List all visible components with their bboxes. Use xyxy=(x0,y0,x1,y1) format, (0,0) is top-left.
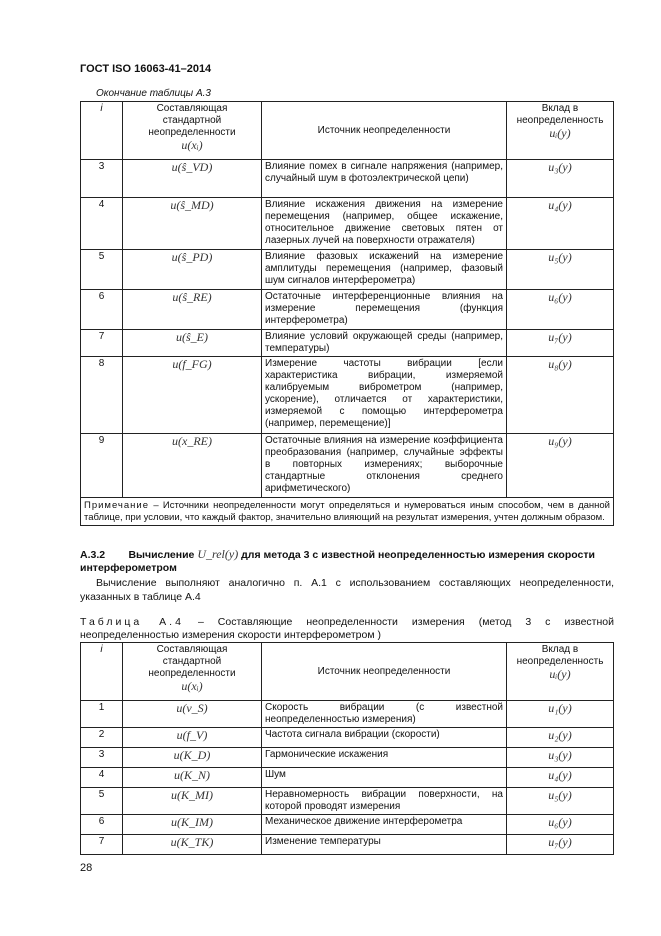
row-source: Скорость вибрации (с известной неопределенностью измерения) xyxy=(262,701,507,728)
row-component: u(K_IM) xyxy=(123,815,262,835)
row-component: u(K_TK) xyxy=(123,835,262,855)
row-component: u(ŝ_PD) xyxy=(123,250,262,290)
table-row xyxy=(81,434,614,498)
row-index: 7 xyxy=(81,835,123,855)
col-header-source: Источник неопределенности xyxy=(262,643,507,701)
row-contribution: u₆(y) xyxy=(507,290,614,330)
row-contribution: u₂(y) xyxy=(507,728,614,748)
row-index: 1 xyxy=(81,701,123,728)
row-contribution: u₅(y) xyxy=(507,788,614,815)
row-component: u(K_D) xyxy=(123,748,262,768)
table-row xyxy=(81,768,614,788)
row-component: u(K_MI) xyxy=(123,788,262,815)
row-contribution: u₃(y) xyxy=(507,748,614,768)
note-text: – Источники неопределенности могут определяться и нумероваться иным способом, чем в данной таблице, при условии, что каждый фактор, значительно влияющий на результат измерения, учтен должным образом. xyxy=(84,500,610,523)
row-component: u(f_V) xyxy=(123,728,262,748)
row-contribution: u₄(y) xyxy=(507,198,614,250)
table-a4 xyxy=(80,642,614,855)
row-source: Измерение частоты вибрации [если характеристика вибрации, измеряемой калибруемым виброметром (например, ускорение), отличается от характеристики, измеряемой с помощью интерферометра (например, перемещение)] xyxy=(262,357,507,434)
table-row xyxy=(81,290,614,330)
table-row xyxy=(81,748,614,768)
row-contribution: u₄(y) xyxy=(507,768,614,788)
row-contribution: u₆(y) xyxy=(507,815,614,835)
table-row xyxy=(81,728,614,748)
row-source: Гармонические искажения xyxy=(262,748,507,768)
table-row xyxy=(81,788,614,815)
row-contribution: u₅(y) xyxy=(507,250,614,290)
table-row xyxy=(81,357,614,434)
row-source: Остаточные интерференционные влияния на измерение перемещения (функция интерферометра) xyxy=(262,290,507,330)
row-contribution: u₁(y) xyxy=(507,701,614,728)
row-source: Неравномерность вибрации поверхности, на которой проводят измерения xyxy=(262,788,507,815)
row-source: Влияние помех в сигнале напряжения (например, случайный шум в фотоэлектрической цепи) xyxy=(262,160,507,198)
row-contribution: u₉(y) xyxy=(507,434,614,498)
col-header-contribution: Вклад в неопределенность uᵢ(y) xyxy=(507,643,614,701)
col-header-i: i xyxy=(81,102,123,160)
row-index: 6 xyxy=(81,290,123,330)
table-note xyxy=(81,498,614,526)
col-header-contribution: Вклад в неопределенность uᵢ(y) xyxy=(507,102,614,160)
row-source: Влияние фазовых искажений на измерение амплитуды перемещения (например, фазовый шум сигналов интерферометра) xyxy=(262,250,507,290)
col-header-component: Составляющая стандартной неопределенности u(xᵢ) xyxy=(123,102,262,160)
row-index: 4 xyxy=(81,768,123,788)
row-index: 5 xyxy=(81,788,123,815)
row-source: Механическое движение интерферометра xyxy=(262,815,507,835)
col-header-component: Составляющая стандартной неопределенности u(xᵢ) xyxy=(123,643,262,701)
table-row xyxy=(81,815,614,835)
col-header-i: i xyxy=(81,643,123,701)
col-header-source: Источник неопределенности xyxy=(262,102,507,160)
row-source: Остаточные влияния на измерение коэффициента преобразования (например, случайные эффекты в повторных измерениях; выборочные стандартные отклонения среднего арифметического) xyxy=(262,434,507,498)
table-a4-caption-label: Таблица А.4 xyxy=(80,616,184,628)
row-index: 7 xyxy=(81,330,123,357)
row-component: u(ŝ_VD) xyxy=(123,160,262,198)
table-a4-caption xyxy=(80,616,614,642)
table-a3-caption: Окончание таблицы А.3 xyxy=(96,88,211,99)
row-index: 8 xyxy=(81,357,123,434)
row-index: 6 xyxy=(81,815,123,835)
table-row xyxy=(81,160,614,198)
page-number: 28 xyxy=(80,862,93,874)
document-header: ГОСТ ISO 16063-41–2014 xyxy=(80,63,212,75)
row-component: u(ŝ_E) xyxy=(123,330,262,357)
row-contribution: u₃(y) xyxy=(507,160,614,198)
note-label: Примечание xyxy=(84,500,149,511)
row-index: 3 xyxy=(81,748,123,768)
section-title-symbol: U_rel(y) xyxy=(197,547,239,561)
table-note-row xyxy=(81,498,614,526)
row-component: u(f_FG) xyxy=(123,357,262,434)
row-component: u(ŝ_RE) xyxy=(123,290,262,330)
row-component: u(x_RE) xyxy=(123,434,262,498)
row-source: Влияние искажения движения на измерение перемещения (например, общее искажение, относительное движение световых пятен от лазерных лучей на поверхности отражателя) xyxy=(262,198,507,250)
row-source: Изменение температуры xyxy=(262,835,507,855)
row-index: 4 xyxy=(81,198,123,250)
table-a3 xyxy=(80,101,614,526)
row-contribution: u₇(y) xyxy=(507,835,614,855)
table-row xyxy=(81,198,614,250)
body-paragraph: Вычисление выполняют аналогично п. А.1 с использованием составляющих неопределенности, указанных в таблице А.4 xyxy=(80,577,614,603)
row-source: Шум xyxy=(262,768,507,788)
table-row xyxy=(81,835,614,855)
row-index: 9 xyxy=(81,434,123,498)
section-number: А.3.2 xyxy=(80,549,106,561)
table-row xyxy=(81,701,614,728)
table-row xyxy=(81,330,614,357)
row-index: 3 xyxy=(81,160,123,198)
section-title-end: для метода 3 с известной неопределенностью измерения скорости интерферометром xyxy=(80,549,595,574)
row-contribution: u₇(y) xyxy=(507,330,614,357)
row-component: u(v_S) xyxy=(123,701,262,728)
row-component: u(ŝ_MD) xyxy=(123,198,262,250)
section-title-start: Вычисление xyxy=(128,549,195,561)
row-source: Частота сигнала вибрации (скорости) xyxy=(262,728,507,748)
row-contribution: u₈(y) xyxy=(507,357,614,434)
table-a4-caption-text: – Составляющие неопределенности измерения (метод 3 с известной неопределенностью измерения скорости интерферометром ) xyxy=(80,616,614,641)
section-heading xyxy=(80,548,614,575)
table-row xyxy=(81,250,614,290)
row-component: u(K_N) xyxy=(123,768,262,788)
row-index: 2 xyxy=(81,728,123,748)
row-index: 5 xyxy=(81,250,123,290)
row-source: Влияние условий окружающей среды (например, температуры) xyxy=(262,330,507,357)
